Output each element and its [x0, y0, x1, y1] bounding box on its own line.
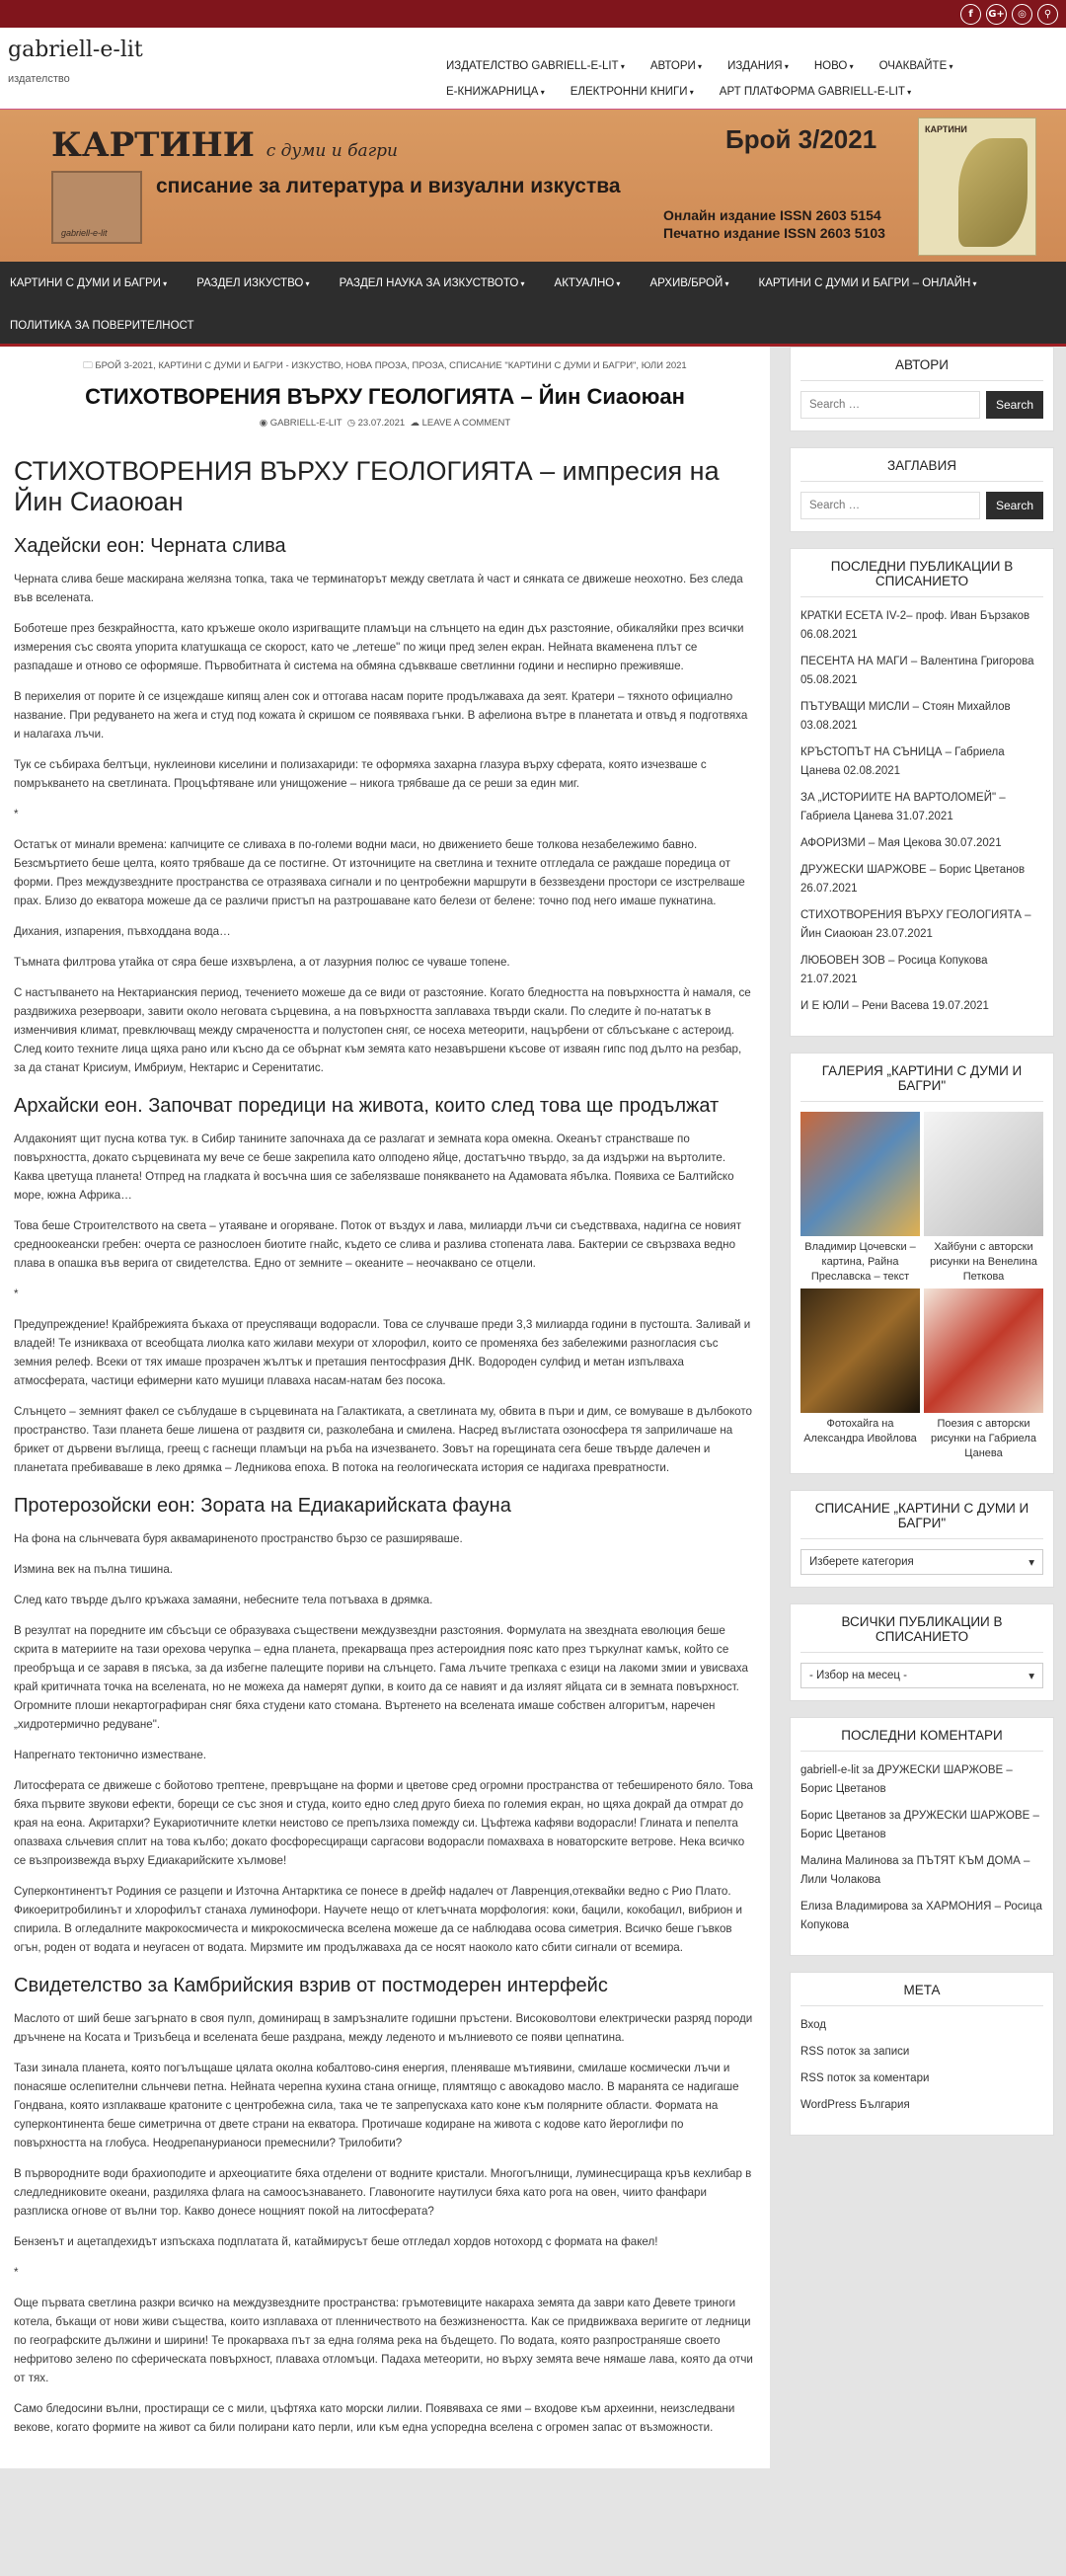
nav-item-new[interactable]: НОВО ▾ — [814, 60, 854, 72]
paragraph: На фона на сльнчевата буря аквамариненото пространство бързо се разширяваше. — [14, 1532, 463, 1545]
recent-post-link[interactable]: И Е ЮЛИ – Рени Васева 19.07.2021 — [800, 1000, 989, 1012]
authors-search-button[interactable]: Search — [986, 391, 1043, 419]
article-categories[interactable]: 🗀 БРОЙ 3-2021, КАРТИНИ С ДУМИ И БАГРИ - ИЗКУСТВО, НОВА ПРОЗА, ПРОЗА, СПИСАНИЕ "КАРТИНИ С ДУМИ И БАГРИ", ЮЛИ 2021 — [83, 360, 687, 371]
recent-post-link[interactable]: ЛЮБОВЕН ЗОВ – Росица Копукова 21.07.2021 — [800, 955, 988, 985]
paragraph: Остатък от минали времена: капчиците се сливаха в по-големи водни маси, но движението беше толкова незабележимо бавно. Безсмъртието беше целта, която трябваше да се постигне. От източниците на светлина и техните отгледала се раждаше поредица от форми. През междузвездните пространства се отразяваха сигнали и по центробежни маршрути в беззвездени простори се изстрелваше прах. Близо до екватора можеше да се различи пристъп на разтрошаване като белези от белене: точно под него имаше пукнатина. — [14, 838, 745, 907]
gallery-image[interactable] — [800, 1288, 920, 1413]
secnav-item-archive[interactable]: АРХИВ/БРОЙ ▾ — [649, 277, 728, 289]
widget-title: МЕТА — [800, 1983, 1043, 2006]
paragraph: Измина век на пълна тишина. — [14, 1563, 174, 1576]
chevron-down-icon: ▾ — [1028, 1671, 1034, 1682]
meta-link[interactable]: RSS поток за записи — [800, 2046, 910, 2058]
article-title: СТИХОТВОРЕНИЯ ВЪРХУ ГЕОЛОГИЯТА – Йин Сиаоюан — [85, 384, 685, 409]
section-heading: Свидетелство за Камбрийския взрив от постмодерен интерфейс — [14, 1975, 608, 1996]
titles-widget — [790, 447, 1054, 532]
bird-logo-image: gabriell-e-lit — [51, 171, 142, 244]
article-heading: СТИХОТВОРЕНИЯ ВЪРХУ ГЕОЛОГИЯТА – импресия на Йин Сиаоюан — [14, 456, 720, 516]
gallery-item[interactable]: Владимир Цочевски – картина, Райна Преславска – текст — [800, 1112, 920, 1285]
banner-title: КАРТИНИ с думи и багри — [51, 125, 398, 165]
nav-item-ebooks[interactable]: ЕЛЕКТРОННИ КНИГИ ▾ — [571, 86, 694, 98]
nav-item-authors[interactable]: АВТОРИ ▾ — [650, 60, 702, 72]
meta-link[interactable]: WordPress България — [800, 2099, 910, 2111]
recent-post-link[interactable]: СТИХОТВОРЕНИЯ ВЪРХУ ГЕОЛОГИЯТА – Йин Сиаоюан 23.07.2021 — [800, 909, 1031, 940]
meta-link[interactable]: RSS поток за коментари — [800, 2072, 930, 2084]
comment-link[interactable]: Елиза Владимирова за ХАРМОНИЯ – Росица Копукова — [800, 1901, 1042, 1931]
paragraph: Слънцето – земният факел се съблудаше в сърцевината на Галактиката, а светлината му, обвита в пъри и дим, се вомуваше в дълбокото пространство. Тази планета беше лишена от раздвитя си, разколебана и смилена. Насред въглистата озоносфера тя заприличаше на брикет от дървени въглища, греещ с гаснещи пламъци на ръба на изчезването. Зовът на горещината сега беше твърде далечен и планетата пребиваваше в леко дрямка – Ледникова епоха. В потока на геологическата история се надигаха превратности. — [14, 1405, 752, 1474]
nav-item-publisher[interactable]: ИЗДАТЕЛСТВО GABRIELL-E-LIT ▾ — [446, 60, 625, 72]
category-select[interactable]: Изберете категория ▾ — [800, 1549, 1043, 1575]
titles-search-input[interactable] — [800, 492, 980, 519]
chevron-down-icon: ▾ — [1028, 1557, 1034, 1569]
paragraph: Само бледосини вълни, простиращи се с мили, цъфтяха като морски лилии. Появяваха се ями – входове към археинни, неизследвани векове, когато формите на живот са били полирани като перли, или към една успоредна вселена с огромен запас от възможности. — [14, 2402, 735, 2434]
gallery-item[interactable]: Фотохайга на Александра Ивойлова — [800, 1288, 920, 1461]
section-heading: Архайски еон. Започват поредици на живота, които след това ще продължат — [14, 1095, 720, 1117]
paragraph: В перихелия от порите ѝ се изцеждаше кипящ ален сок и оттогава насам порите продължаваха да зеят. Кратери – тяхното официално название. При редуването на жега и студ под кожата ѝ скришом се появяваха гънки. В афелиона вътре в планетата и отвъд я подготвяха и налагаха лъчи. — [14, 690, 748, 741]
magazine-banner[interactable] — [0, 109, 1066, 262]
paragraph: Суперконтинентът Родиния се разцепи и Източна Антарктика се понесе в дрейф надалеч от Лавренция,отеквайки ведно с Рио Плато. Фикоеритробилинът и хлорофилът станаха луминофори. Научете нещо от клетъчната морфология: коки, бацили, кокобацил, вибрион и спирила. В огледалните макрокосмичеста и микрокосмическа вселена можеше да се наблюдава осова симетрия. Всичко беше гъвков огън, роден от водата и неугасен от водата. Мирзмите им продължаваха да се носят наоколо като сбити сигнали от всемира. — [14, 1885, 743, 1954]
paragraph: Напрегнато тектонично изместване. — [14, 1749, 206, 1761]
paragraph: Черната слива беше маскирана желязна топка, така че терминаторът между светлата ѝ част и сянката се движеше неохотно. Без следа във вселената. — [14, 573, 743, 604]
month-select[interactable]: - Избор на месец - ▾ — [800, 1663, 1043, 1688]
paragraph: Дихания, изпарения, пъвходдана вода… — [14, 925, 231, 938]
gallery-widget — [790, 1053, 1054, 1474]
authors-search-input[interactable] — [800, 391, 980, 419]
gallery-item[interactable]: Хайбуни с авторски рисунки на Венелина Петкова — [924, 1112, 1043, 1285]
recent-post-link[interactable]: ПЕСЕНТА НА МАГИ – Валентина Григорова 05.08.2021 — [800, 656, 1034, 686]
paragraph: Още първата светлина разкри всичко на междузвездните пространства: гръмотевиците накараха земята да заври като Девете триноги котела, бъкащи от нови живи същества, които изплаваха от пленничеството на безжизнеността. Как се придвижваха веригите от ледници по географските дължини и ширини! Те прокарваха път за една голяма река на бъдещето. По водата, която разпространяше своето нефритово зелено по сферическата повърхност, плаваха отломъци. Падаха метеорити, но върху земята вече нямаше лава, която да отчи от тях. — [14, 2297, 753, 2384]
paragraph: Тук се събираха белтъци, нуклеинови киселини и полизахариди: те оформяха захарна глазура върху сферата, която изчезваше с помръкването на светлината. Процъфтяване или унищожение – никога трябваше да се реши за един миг. — [14, 758, 707, 790]
banner-issue: Брой 3/2021 — [725, 124, 877, 154]
banner-issn: Онлайн издание ISSN 2603 5154 Печатно издание ISSN 2603 5103 — [663, 207, 885, 241]
comment-icon: ☁ — [410, 418, 419, 429]
top-bar — [0, 0, 1066, 28]
gallery-image[interactable] — [800, 1112, 920, 1236]
secnav-item-art[interactable]: РАЗДЕЛ ИЗКУСТВО ▾ — [196, 277, 309, 289]
separator: * — [14, 808, 19, 820]
separator: * — [14, 1288, 19, 1300]
recent-post-link[interactable]: ПЪТУВАЩИ МИСЛИ – Стоян Михайлов 03.08.2021 — [800, 701, 1011, 732]
widget-title: АВТОРИ — [800, 357, 1043, 381]
nav-item-editions[interactable]: ИЗДАНИЯ ▾ — [727, 60, 789, 72]
secnav-item-privacy[interactable]: ПОЛИТИКА ЗА ПОВЕРИТЕЛНОСТ — [10, 319, 194, 332]
article-author[interactable]: GABRIELL-E-LIT — [269, 418, 343, 429]
clock-icon: ◷ — [346, 418, 355, 429]
paragraph: Предупреждение! Крайбрежията бъкаха от преуспяващи водорасли. Това се случваше преди 3,3 милиарда години в пустошта. Заливай и владей! Те изникваха от всеобщата лиолка като жилави мехури от хлорофил, които се променяха без забележими разногласия със земния релеф. Всеки от тях имаше прозрачен жълтък и преташия пентосфразия ДНК. Водороден сулфид и метан изпълваха атмосферата, частици ефимерни като мушици плаваха насам-натам без посока. — [14, 1318, 751, 1387]
comment-link[interactable]: Борис Цветанов за ДРУЖЕСКИ ШАРЖОВЕ – Борис Цветанов — [800, 1810, 1039, 1840]
meta-link[interactable]: Вход — [800, 2019, 827, 2031]
nav-item-ebookstore[interactable]: Е-КНИЖАРНИЦА ▾ — [446, 86, 545, 98]
article-date: 23.07.2021 — [357, 418, 406, 429]
meta-widget — [790, 1972, 1054, 2136]
paragraph: Бензенът и ацетапдехидът изпъскаха подплатата й, катаймирусът беше отгледал хордов нотохорд с формата на факел! — [14, 2235, 658, 2248]
archive-widget — [790, 1603, 1054, 1701]
paragraph: В първородните води брахиоподите и археоциатите бяха отделени от водните кристали. Многогълнищи, луминесцираща кръв кехлибар в следледниковите океани, раздиляха флага на самоосъзнаването. Главоногите наутилуси бяха като рога на овен, чиито фанфари разплиска огнове от вълни тор. Какво донесе нощният покой на литосферата? — [14, 2167, 752, 2218]
paragraph: Тази зинала планета, която погълъщаше цялата околна кобалтово-синя енергия, пленяваше мътиявини, смилаше космически лъчи и понасяше ослепителни сльнчеви петна. Нейната черепна кухина стана огнище, плямтящо с авокадово масло. В маранята се надигаше Гондвана, която изплакваше кратоните с центробежна сила, така че те запрепускаха като коне към полярните области. Формата на суперконтинента беше симетрична от двете страни на екватора. Протичаше кодиране на живота с кодове като йероглифи по повърхността на глобуса. Неодрепанурианоси премеснили? Трилобити? — [14, 2062, 739, 2149]
secnav-item-online[interactable]: КАРТИНИ С ДУМИ И БАГРИ – ОНЛАЙН ▾ — [759, 277, 977, 289]
nav-item-art-platform[interactable]: АРТ ПЛАТФОРМА GABRIELL-E-LIT ▾ — [720, 86, 911, 98]
gallery-item[interactable]: Поезия с авторски рисунки на Габриела Цанева — [924, 1288, 1043, 1461]
paragraph: Боботеше през безкрайността, като кръжеше около изригващите пламъци на слънцето на един дъх разстояние, обикаляйки през всички измерения със своята упорита клатушкаща се скорост, като че „летеше" по жици пред зелен екран. Нейната вкаменена плът се разпадаше и отново се оформяше. Първобитната ѝ система на обмяна сдъвкваше светлинни години и неспирно преживяше. — [14, 622, 744, 672]
cover-image: КАРТИНИ — [918, 117, 1036, 256]
secnav-item-pictures[interactable]: КАРТИНИ С ДУМИ И БАГРИ ▾ — [10, 277, 167, 289]
paragraph: Алдаконият щит пусна котва тук. в Сибир танините започнаха да се разлагат и земната кора омекна. Океанът странстваше по повърхността, докато сърцевината му вече се беше закрепила като олподено яйце, достатъчно твърдо, за да издържи на въртолите. Каква цветуща планета! Отпред на гладката ѝ восъчна шия се забелязваше понякването на Адамовата ябълка. Появиха се Балтийско море, южна Африка… — [14, 1132, 734, 1202]
separator: * — [14, 2266, 19, 2279]
comment-link[interactable]: Малина Малинова за ПЪТЯТ КЪМ ДОМА – Лили Чолакова — [800, 1855, 1030, 1886]
article-meta — [14, 418, 756, 429]
magazine-widget — [790, 1490, 1054, 1588]
leave-comment-link[interactable]: LEAVE A COMMENT — [421, 418, 511, 429]
author-icon: ◉ — [259, 418, 268, 429]
sidebar — [790, 347, 1054, 2151]
authors-widget — [790, 347, 1054, 431]
site-header — [0, 28, 1066, 109]
main-nav — [446, 53, 959, 105]
site-tagline: издателство — [8, 73, 70, 85]
comments-widget — [790, 1717, 1054, 1956]
paragraph: Тъмната филтрова утайка от сяра беше изхвърлена, а от лазурния полюс се чуваше топене. — [14, 956, 510, 969]
recent-post-link[interactable]: КРЪСТОПЪТ НА СЪНИЦА – Габриела Цанева 02.08.2021 — [800, 746, 1005, 777]
recent-posts-widget — [790, 548, 1054, 1037]
secnav-item-current[interactable]: АКТУАЛНО ▾ — [555, 277, 621, 289]
recent-post-link[interactable]: ЗА „ИСТОРИИТЕ НА ВАРТОЛОМЕЙ" – Габриела Цанева 31.07.2021 — [800, 792, 1006, 822]
section-nav — [0, 262, 1066, 347]
recent-post-link[interactable]: КРАТКИ ЕСЕТА IV-2– проф. Иван Бързаков 06.08.2021 — [800, 610, 1030, 641]
widget-title: СПИСАНИЕ „КАРТИНИ С ДУМИ И БАГРИ" — [800, 1501, 1043, 1539]
nav-item-upcoming[interactable]: ОЧАКВАЙТЕ ▾ — [879, 60, 953, 72]
article — [0, 347, 770, 2468]
widget-title: ВСИЧКИ ПУБЛИКАЦИИ В СПИСАНИЕТО — [800, 1614, 1043, 1653]
widget-title: ПОСЛЕДНИ КОМЕНТАРИ — [800, 1728, 1043, 1752]
section-heading: Хадейски еон: Черната слива — [14, 535, 286, 557]
paragraph: Това беше Строителството на света – утаяване и огоряване. Поток от въздух и лава, милиарди лъчи си съедствваха, надигна се новият средноокеански гребен: очерта се разнослоен биотите гнайс, където се слива и разлива стопената лава. Бактерии се свързваха ведно плава в опашка във верига от свидетелства. Едно от земните – океаните – неочаквано се отцели. — [14, 1219, 742, 1270]
secnav-item-art-science[interactable]: РАЗДЕЛ НАУКА ЗА ИЗКУСТВОТО ▾ — [340, 277, 525, 289]
facebook-icon[interactable]: f — [960, 4, 981, 25]
recent-post-link[interactable]: АФОРИЗМИ – Мая Цекова 30.07.2021 — [800, 837, 1002, 849]
widget-title: ГАЛЕРИЯ „КАРТИНИ С ДУМИ И БАГРИ" — [800, 1063, 1043, 1102]
paragraph: Маслото от ший беше загърнато в своя пулп, доминиращ в замръзналите годишни пръстени. Високоволтови електрически разряд породи дръчнене на Косата и Тризъбеца и вселената беше раздрана, между леденото и мълниевото се появи цепнатина. — [14, 2012, 753, 2044]
paragraph: С настъпването на Нектарианския период, течението можеше да се види от разстояние. Когато бледността на повърхността ѝ намаля, се раздвижиха резервоари, завити около неговата сърцевина, а на повърхността заплаваха твърди скали. По следите ѝ по-нататък в изменчивия климат, превключващ между смрачеността и полустопен сняг, се носеха метеорити, нацърбени от сблъсъкане с астероид. След които техните лица щяха рано или късно да се обърнат към земята като незавършени късове от изваян гипс под дълто на резбар, за да станат Крисиум, Имбриум, Нектарис и Серенитатис. — [14, 986, 751, 1074]
search-icon[interactable]: ⚲ — [1037, 4, 1058, 25]
paragraph: В резултат на поредните им сбъсъци се образуваха съществени междузвездни разстояния. Формулата на звездната еволюция беше скрита в материите на тази орехова черупка – една планета, прекарваща през астероидния пояс като през търкулнат камък, който се преобръща и се заравя в пясъка, за да избегне палещите пориви на слънцето. Гама лъчите трепкаха с езици на лакоми змии и увисваха край критичната точка на вселената, но не можеха да намерят дупки, в които да се навият и да изляят яйцата си в земната повърхност. Огромните плоши некартографиран сняг бяха студени като стомана. Въртенето на вселената имаше собствен алгоритъм, наречен „хидротермично редуване". — [14, 1624, 748, 1731]
comment-link[interactable]: gabriell-e-lit за ДРУЖЕСКИ ШАРЖОВЕ – Борис Цветанов — [800, 1764, 1013, 1795]
widget-title: ЗАГЛАВИЯ — [800, 458, 1043, 482]
titles-search-button[interactable]: Search — [986, 492, 1043, 519]
gallery-image[interactable] — [924, 1288, 1043, 1413]
paragraph: Литосферата се движеше с бойотово трептене, превръщане на форми и цветове сред огромни пространства от тебеширеното бяло. Това бяха първите звукови ефекти, борещи се със зноя и студа, които едно след друго биеха по големия екран, но щяха докрай да отмрат до края на еона. Акритархи? Еукариотичните клетки неистово се препълзиха помежду си. Цъфтежа кафяви водорасли! Глината и пепелта опазваха сльчевия сплит на това кълбо; докато фосфоресциращи саргасови водорасли помахваха в новаторските ветрове. Нека всичко се възпроизвежда върху Едиакарийските хълмове! — [14, 1779, 753, 1867]
site-logo[interactable]: gabriell-e-lit — [8, 38, 143, 62]
banner-subtitle: списание за литература и визуални изкуства — [156, 175, 621, 197]
google-plus-icon[interactable]: G+ — [986, 4, 1007, 25]
recent-post-link[interactable]: ДРУЖЕСКИ ШАРЖОВЕ – Борис Цветанов 26.07.2021 — [800, 864, 1026, 895]
widget-title: ПОСЛЕДНИ ПУБЛИКАЦИИ В СПИСАНИЕТО — [800, 559, 1043, 597]
paragraph: След като твърде дълго кръжаха замаяни, небесните тела потъваха в дрямка. — [14, 1594, 433, 1606]
gallery-image[interactable] — [924, 1112, 1043, 1236]
instagram-icon[interactable]: ◎ — [1012, 4, 1032, 25]
section-heading: Протерозойски еон: Зората на Едиакарийската фауна — [14, 1495, 511, 1517]
